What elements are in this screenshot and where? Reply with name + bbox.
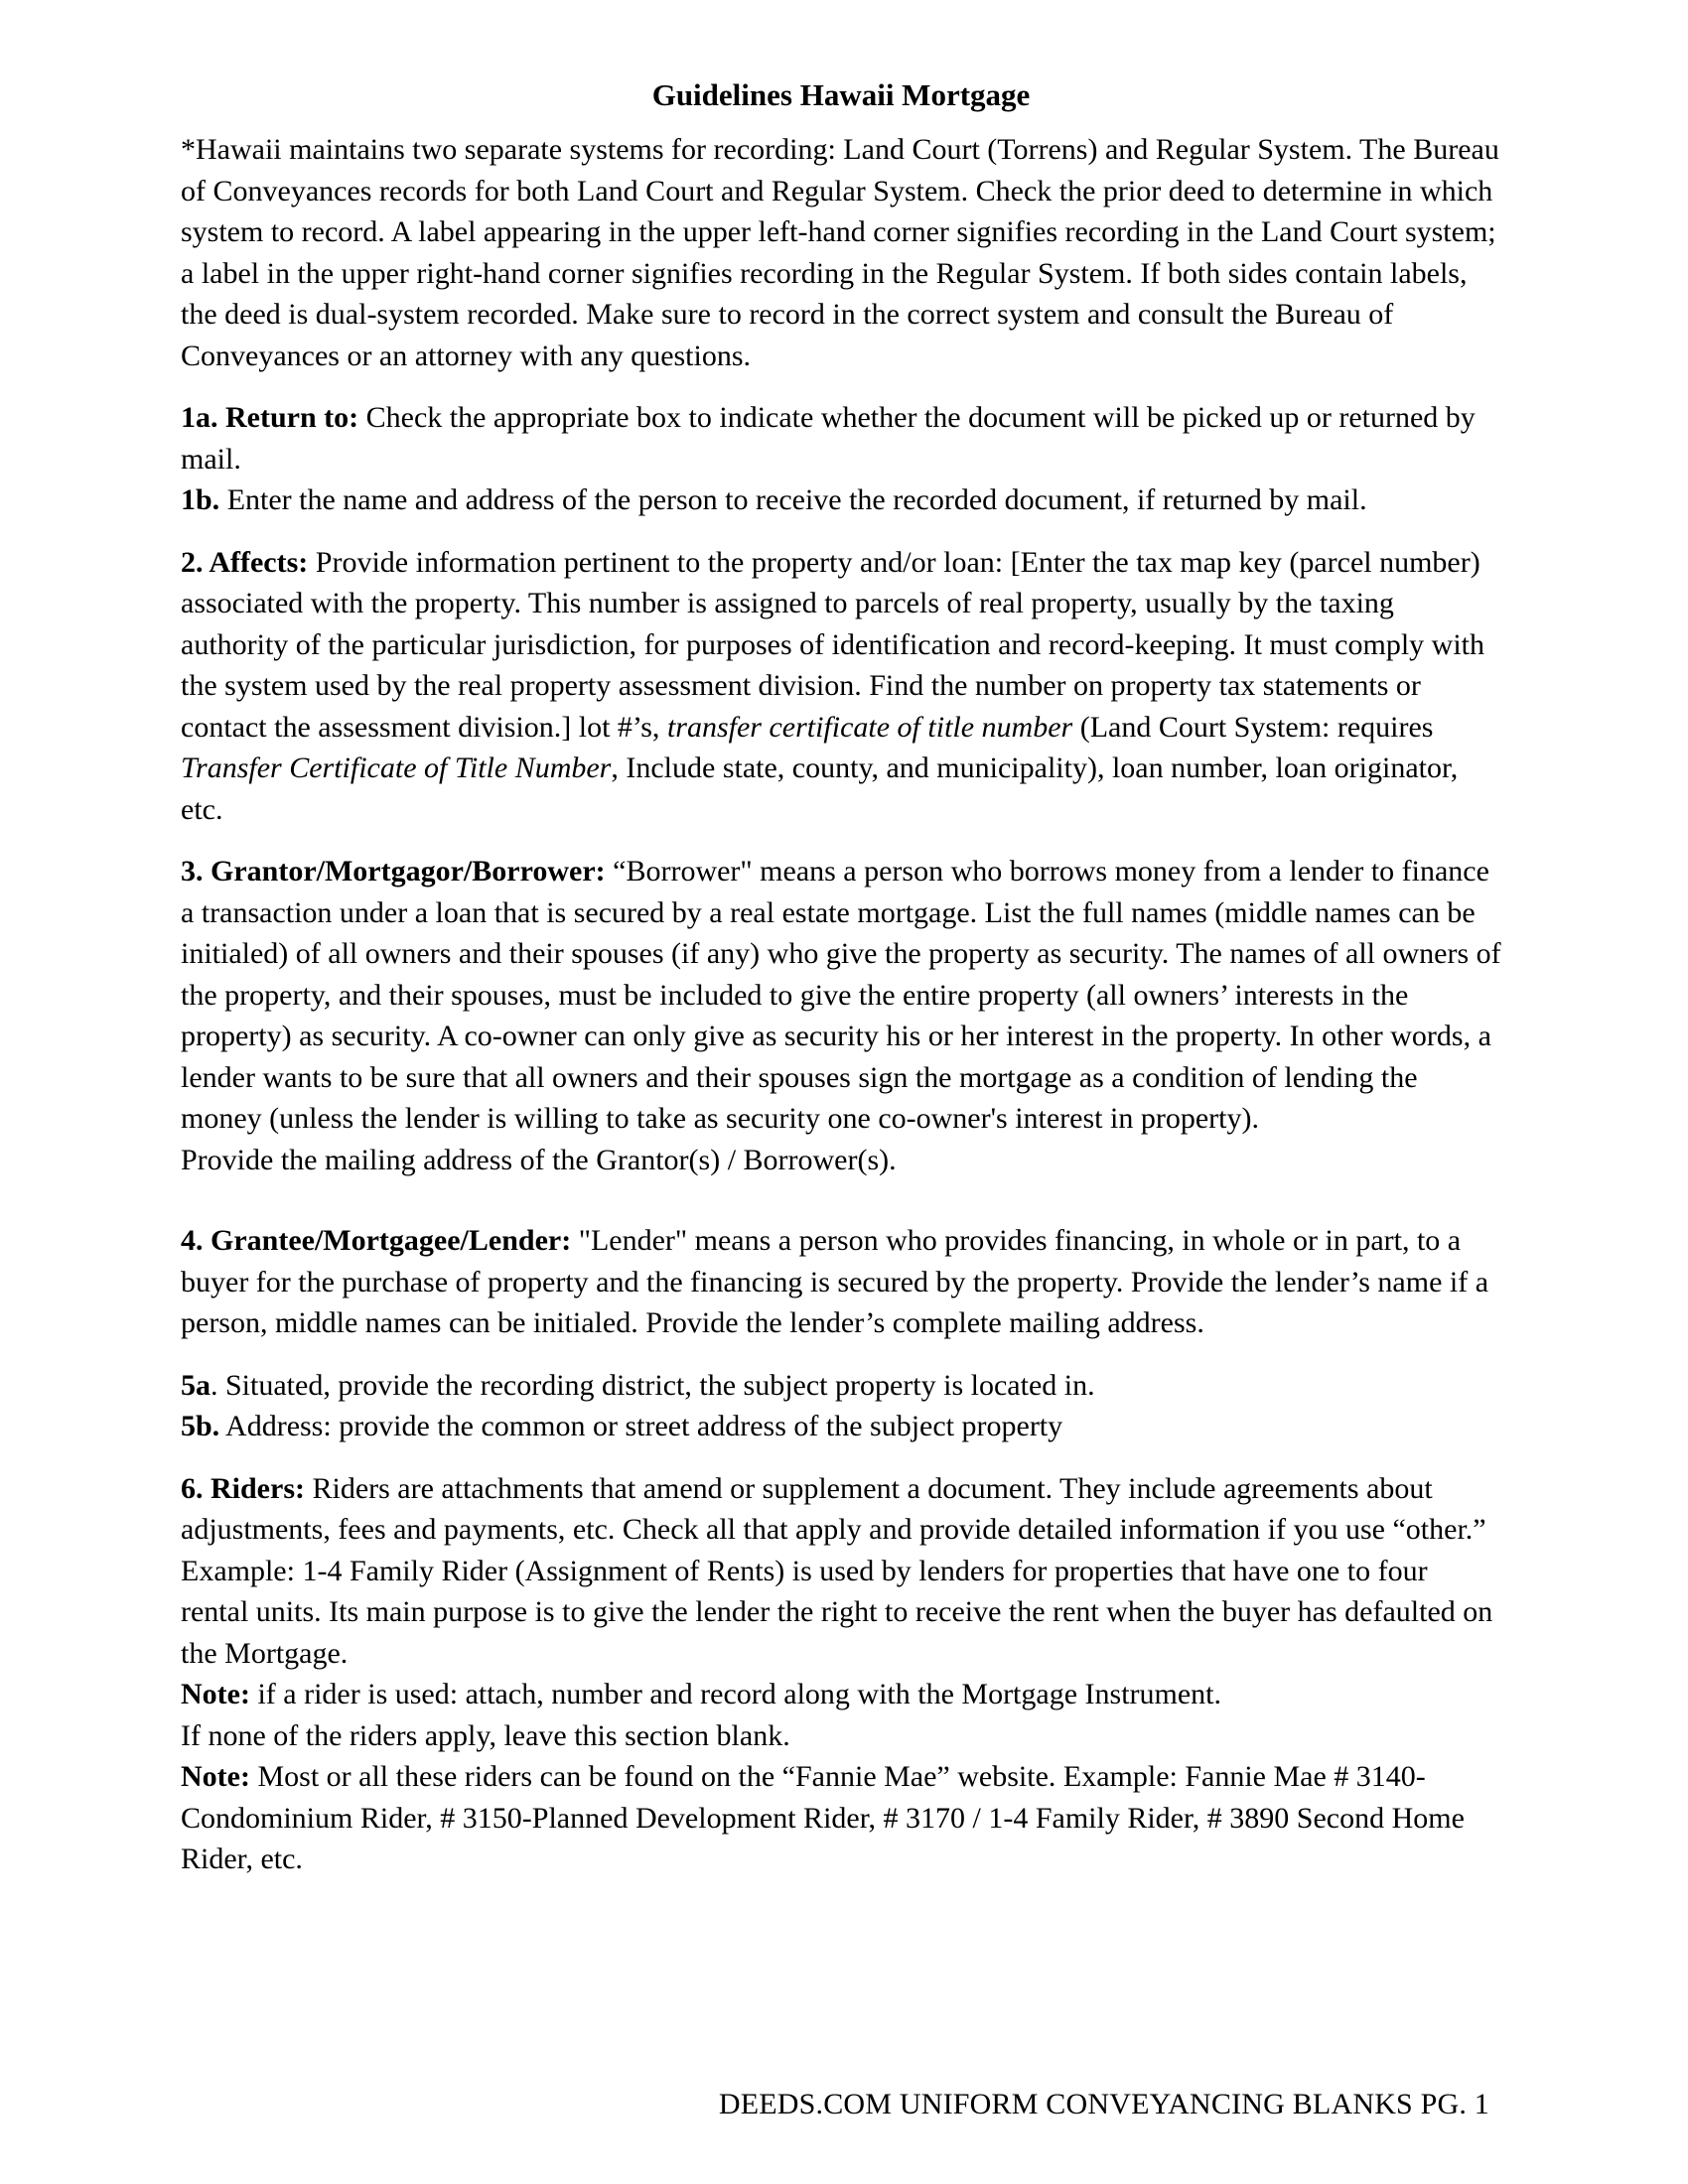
section-2-text-a: Provide information pertinent to the property and/or loan: [Enter the tax map key (parcel number) associated with the property. This number is assigned to parcels of real property, usually by the taxing authority of the particular jurisdiction, for purposes of identification and record-keeping. It must comply with the system used by the real property assessment division. Find the number on property tax statements or contact the assessment division.] lot #’s, — [181, 545, 1484, 744]
section-5b-label: 5b. — [181, 1410, 220, 1442]
page-footer: DEEDS.COM UNIFORM CONVEYANCING BLANKS PG. 1 — [718, 2088, 1489, 2120]
section-2-text-c: , Include state, county, and municipality), loan number, loan originator, etc. — [181, 751, 1459, 826]
section-4-label: 4. Grantee/Mortgagee/Lender: — [181, 1224, 572, 1257]
section-6-label: 6. Riders: — [181, 1471, 305, 1505]
section-3 — [181, 851, 1501, 1140]
section-4 — [181, 1220, 1501, 1344]
section-1a-text: Check the appropriate box to indicate whether the document will be picked up or returned by mail. — [181, 401, 1476, 476]
document-title: Guidelines Hawaii Mortgage — [651, 77, 1031, 112]
section-3-mailing: Provide the mailing address of the Grantor(s) / Borrower(s). — [181, 1143, 897, 1176]
section-5b — [181, 1406, 1501, 1447]
note-1 — [181, 1674, 1501, 1715]
section-3-text: “Borrower" means a person who borrows money from a lender to finance a transaction under a loan that is secured by a real estate mortgage. List the full names (middle names can be initialed) of all owners and their spouses (if any) who give the property as security. The names of all owners of the property, and their spouses, must be included to give the entire property (all owners’ interests in the property) as security. A co-owner can only give as security his or her interest in the property. In other words, a lender wants to be sure that all owners and their spouses sign the mortgage as a condition of lending the money (unless the lender is willing to take as security one co-owner's interest in property). — [181, 855, 1501, 1135]
section-2-label: 2. Affects: — [181, 545, 309, 579]
section-5b-text: Address: provide the common or street address of the subject property — [219, 1410, 1063, 1442]
section-5a-label: 5a — [181, 1368, 211, 1402]
section-1b-label: 1b. — [181, 483, 220, 516]
document-page — [181, 68, 1501, 1880]
section-1b — [181, 479, 1501, 521]
section-1b-text: Enter the name and address of the person to receive the recorded document, if returned by mail. — [219, 483, 1367, 516]
note-2 — [181, 1756, 1501, 1880]
none-apply-text: If none of the riders apply, leave this section blank. — [181, 1718, 790, 1752]
section-2 — [181, 542, 1501, 831]
section-2-italic-b: Transfer Certificate of Title Number — [181, 751, 612, 784]
section-3-label: 3. Grantor/Mortgagor/Borrower: — [181, 855, 606, 887]
section-1a — [181, 397, 1501, 479]
section-6-text: Riders are attachments that amend or supplement a document. They include agreements about adjustments, fees and payments, etc. Check all that apply and provide detailed information if you use “other.” Example: 1-4 Family Rider (Assignment of Rents) is used by lenders for properties that have one to four rental units. Its main purpose is to give the lender the right to receive the rent when the buyer has defaulted on the Mortgage. — [181, 1471, 1493, 1670]
section-1a-label: 1a. Return to: — [181, 401, 359, 434]
section-2-italic-a: transfer certificate of title number — [666, 710, 1073, 744]
section-2-text-b: (Land Court System: requires — [1072, 710, 1434, 744]
note-1-label: Note: — [181, 1678, 250, 1710]
intro-paragraph: *Hawaii maintains two separate systems for recording: Land Court (Torrens) and Regular System. The Bureau of Conveyances records for both Land Court and Regular System. Check the prior deed to determine in which system to record. A label appearing in the upper left-hand corner signifies recording in the Land Court system; a label in the upper right-hand corner signifies recording in the Regular System. If both sides contain labels, the deed is dual-system recorded. Make sure to record in the correct system and consult the Bureau of Conveyances or an attorney with any questions. — [181, 133, 1499, 372]
note-1-text: if a rider is used: attach, number and record along with the Mortgage Instrument. — [249, 1678, 1222, 1710]
section-5a — [181, 1365, 1501, 1407]
section-4-text: "Lender" means a person who provides financing, in whole or in part, to a buyer for the purchase of property and the financing is secured by the property. Provide the lender’s name if a person, middle names can be initialed. Provide the lender’s complete mailing address. — [181, 1224, 1489, 1339]
note-2-label: Note: — [181, 1760, 250, 1793]
section-6 — [181, 1468, 1501, 1675]
section-5a-text: . Situated, provide the recording district, the subject property is located in. — [211, 1368, 1095, 1402]
note-2-text: Most or all these riders can be found on the “Fannie Mae” website. Example: Fannie Mae # 3140-Condominium Rider, # 3150-Planned Development Rider, # 3170 / 1-4 Family Rider, # 3890 Second Home Rider, etc. — [181, 1760, 1465, 1875]
